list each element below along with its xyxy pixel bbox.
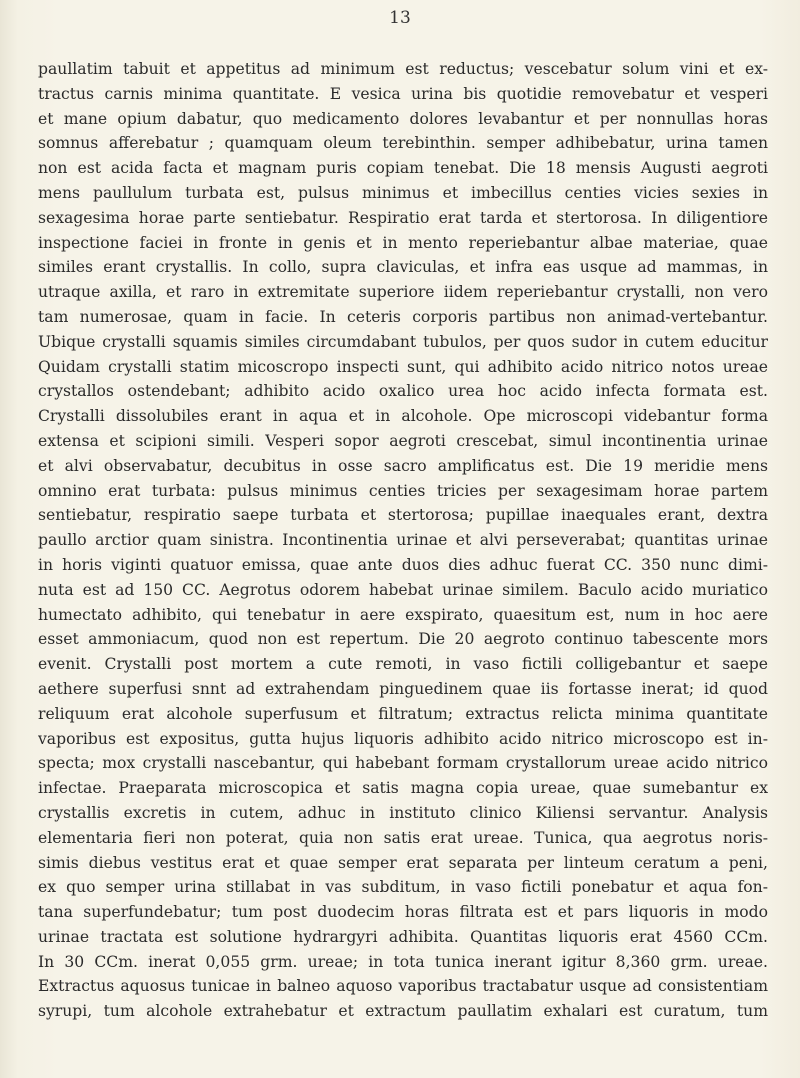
text-line: elementaria fieri non poterat, quia non satis erat ureae. Tunica, qua aegrotus noris- [38, 828, 768, 847]
text-line: sexagesima horae parte sentiebatur. Respiratio erat tarda et stertorosa. In diligentiore [38, 208, 768, 227]
text-line: In 30 CCm. inerat 0,055 grm. ureae; in tota tunica inerant igitur 8,360 grm. ureae. [38, 952, 768, 971]
text-line: extensa et scipioni simili. Vesperi sopor aegroti crescebat, simul incontinentia urinae [38, 431, 768, 450]
text-line: syrupi, tum alcohole extrahebatur et extractum paullatim exhalari est curatum, tum [38, 1002, 768, 1021]
text-line: ex quo semper urina stillabat in vas subditum, in vaso fictili ponebatur et aqua fon- [38, 878, 768, 897]
text-line: tana superfundebatur; tum post duodecim horas filtrata est et pars liquoris in modo [38, 903, 768, 922]
text-line: non est acida facta et magnam puris copiam tenebat. Die 18 mensis Augusti aegroti [38, 159, 768, 178]
text-line: tractus carnis minima quantitate. E vesica urina bis quotidie removebatur et vesperi [38, 84, 768, 103]
text-line: evenit. Crystalli post mortem a cute remoti, in vaso fictili colligebantur et saepe [38, 655, 768, 674]
text-line: Ubique crystalli squamis similes circumdabant tubulos, per quos sudor in cutem educitur [38, 332, 768, 351]
text-line: esset ammoniacum, quod non est repertum. Die 20 aegroto continuo tabescente mors [38, 630, 768, 649]
text-line: Crystalli dissolubiles erant in aqua et in alcohole. Ope microscopi videbantur forma [38, 407, 768, 426]
text-line: utraque axilla, et raro in extremitate superiore iidem reperiebantur crystalli, non vero [38, 283, 768, 302]
text-line: Quidam crystalli statim micoscropo inspecti sunt, qui adhibito acido nitrico notos ureae [38, 357, 768, 376]
text-line: humectato adhibito, qui tenebatur in aere exspirato, quaesitum est, num in hoc aere [38, 605, 768, 624]
text-line: vaporibus est expositus, gutta hujus liquoris adhibito acido nitrico microscopo est in- [38, 729, 768, 748]
text-line: reliquum erat alcohole superfusum et filtratum; extractus relicta minima quantitate [38, 704, 768, 723]
text-line: similes erant crystallis. In collo, supra claviculas, et infra eas usque ad mammas, in [38, 258, 768, 277]
body-text [38, 57, 768, 1024]
page-number: 13 [389, 8, 411, 28]
text-line: sentiebatur, respiratio saepe turbata et stertorosa; pupillae inaequales erant, dextra [38, 506, 768, 525]
text-line: et alvi observabatur, decubitus in osse sacro amplificatus est. Die 19 meridie mens [38, 456, 768, 475]
text-line: tam numerosae, quam in facie. In ceteris corporis partibus non animad-vertebantur. [38, 307, 768, 326]
text-line: inspectione faciei in fronte in genis et in mento reperiebantur albae materiae, quae [38, 233, 768, 252]
text-line: urinae tractata est solutione hydrargyri adhibita. Quantitas liquoris erat 4560 CCm. [38, 927, 768, 946]
text-line: infectae. Praeparata microscopica et satis magna copia ureae, quae sumebantur ex [38, 779, 768, 798]
text-line: specta; mox crystalli nascebantur, qui habebant formam crystallorum ureae acido nitrico [38, 754, 768, 773]
text-line: Extractus aquosus tunicae in balneo aquoso vaporibus tractabatur usque ad consistentiam [38, 977, 768, 996]
text-line: paullatim tabuit et appetitus ad minimum est reductus; vescebatur solum vini et ex- [38, 60, 768, 78]
text-line: omnino erat turbata: pulsus minimus centies tricies per sexagesimam horae partem [38, 481, 768, 500]
text-line: et mane opium dabatur, quo medicamento dolores levabantur et per nonnullas horas [38, 109, 768, 128]
text-line: paullo arctior quam sinistra. Incontinentia urinae et alvi perseverabat; quantitas urinae [38, 531, 768, 550]
text-line: simis diebus vestitus erat et quae semper erat separata per linteum ceratum a peni, [38, 853, 768, 872]
text-line: crystallos ostendebant; adhibito acido oxalico urea hoc acido infecta formata est. [38, 382, 768, 401]
text-line: crystallis excretis in cutem, adhuc in instituto clinico Kiliensi servantur. Analysis [38, 803, 768, 822]
text-line: aethere superfusi snnt ad extrahendam pinguedinem quae iis fortasse inerat; id quod [38, 679, 768, 698]
text-line: mens paullulum turbata est, pulsus minimus et imbecillus centies vicies sexies in [38, 183, 768, 202]
text-line: nuta est ad 150 CC. Aegrotus odorem habebat urinae similem. Baculo acido muriatico [38, 580, 768, 599]
text-line: somnus afferebatur ; quamquam oleum terebinthin. semper adhibebatur, urina tamen [38, 134, 768, 153]
text-line: in horis viginti quatuor emissa, quae ante duos dies adhuc fuerat CC. 350 nunc dimi- [38, 555, 768, 574]
